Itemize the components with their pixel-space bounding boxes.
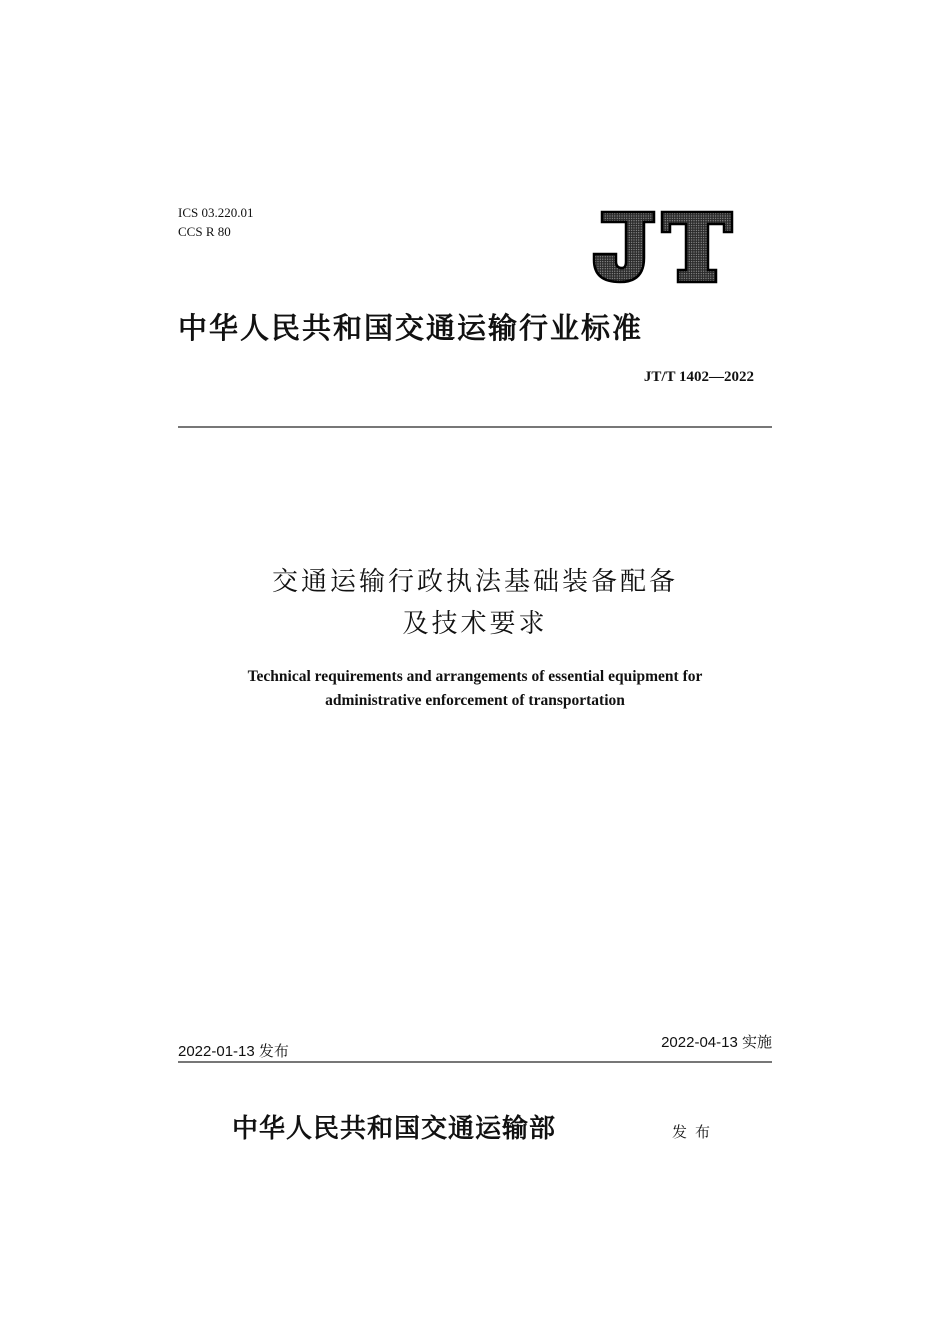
document-title-cn-line1: 交通运输行政执法基础装备配备 [271,567,678,597]
document-title-en-line2: administrative enforcement of transportation [325,692,625,709]
ccs-code: CCS R 80 [178,224,231,239]
publisher-name: 中华人民共和国交通运输部 [232,1114,557,1144]
document-title-en-line1: Technical requirements and arrangements of essential equipment for [247,668,703,685]
issue-label: 发布 [672,1123,719,1141]
document-title-cn-line2: 及技术要求 [402,609,548,639]
standard-category-title: 中华人民共和国交通运输行业标准 [178,311,644,345]
jt-logo [592,210,734,284]
bottom-divider [178,1061,772,1063]
ics-code: ICS 03.220.01 [178,205,254,220]
standard-number: JT/T 1402—2022 [643,369,754,385]
top-divider [178,426,772,428]
issue-date: 2022-01-13 发布 [178,1043,289,1060]
implementation-date: 2022-04-13 实施 [661,1034,772,1051]
